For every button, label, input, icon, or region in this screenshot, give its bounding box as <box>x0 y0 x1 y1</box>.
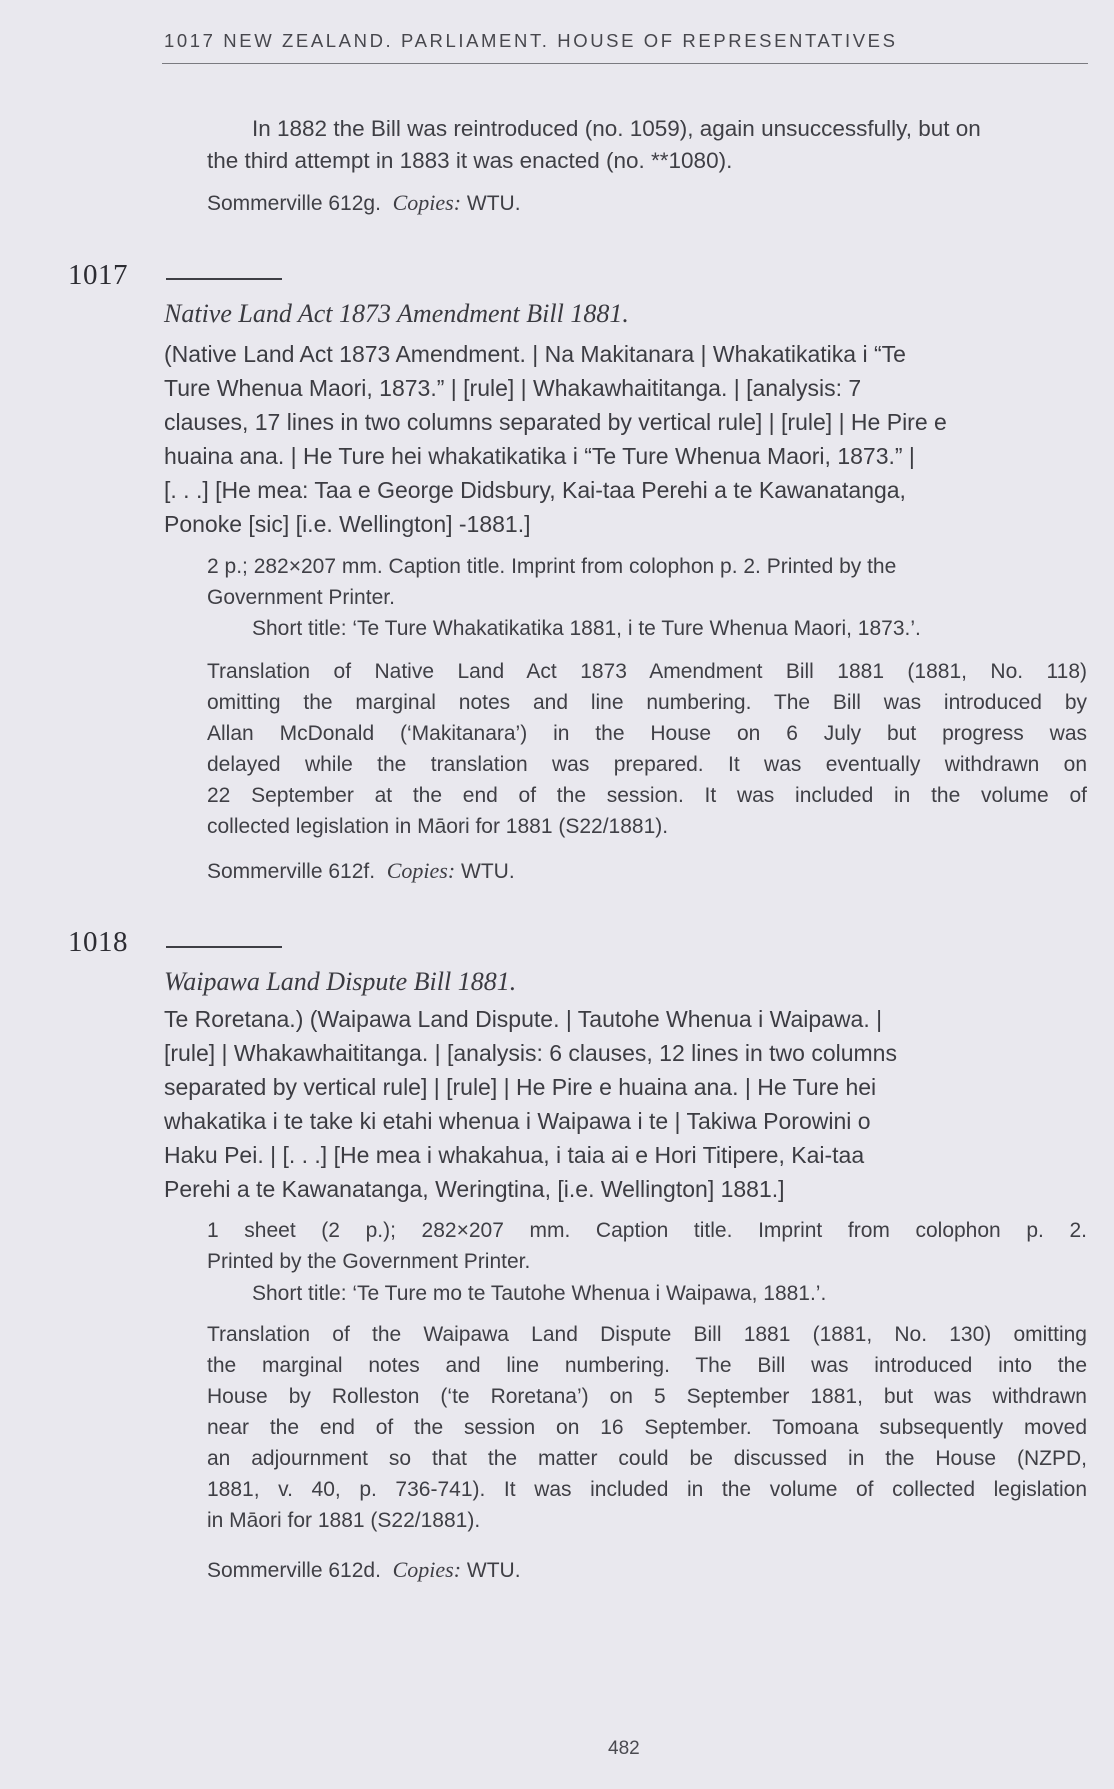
transcription-line: [rule] | Whakawhaititanga. | [analysis: 6 clauses, 12 lines in two columns <box>164 1040 897 1066</box>
entry-dash-rule <box>166 946 282 948</box>
entry-collation <box>207 551 1087 613</box>
entry-number: 1018 <box>68 926 128 958</box>
sommerville-ref: Sommerville 612d. <box>207 1559 381 1582</box>
intro-paragraph-line-1: In 1882 the Bill was reintroduced (no. 1059), again unsuccessfully, but on <box>252 116 981 141</box>
page-number: 482 <box>608 1738 640 1759</box>
intro-sommerville <box>207 187 521 220</box>
entry-short-title <box>252 1278 826 1309</box>
running-head-rule <box>162 63 1088 64</box>
note-line: omitting the marginal notes and line numbering. The Bill was introduced by <box>207 691 1087 714</box>
collation-line: Government Printer. <box>207 586 395 609</box>
transcription-line: Ture Whenua Maori, 1873.” | [rule] | Whakawhaititanga. | [analysis: 7 <box>164 375 862 401</box>
transcription-line: clauses, 17 lines in two columns separated by vertical rule] | [rule] | He Pire e <box>164 409 947 435</box>
collation-line: 2 p.; 282×207 mm. Caption title. Imprint from colophon p. 2. Printed by the <box>207 555 897 578</box>
transcription-line: Haku Pei. | [. . .] [He mea i whakahua, i taia ai e Hori Titipere, Kai-taa <box>164 1142 865 1168</box>
entry-short-title <box>252 613 921 644</box>
copies-label: Copies: <box>386 858 456 883</box>
copies-value: WTU. <box>461 860 515 883</box>
entry-collation <box>207 1215 1087 1277</box>
entry-transcription <box>164 1002 897 1206</box>
transcription-line: Ponoke [sic] [i.e. Wellington] -1881.] <box>164 511 531 537</box>
short-title-line: Short title: ‘Te Ture Whakatikatika 1881, i te Ture Whenua Maori, 1873.’. <box>252 617 921 640</box>
entry-title: Waipawa Land Dispute Bill 1881. <box>164 967 517 996</box>
note-line: in Māori for 1881 (S22/1881). <box>207 1509 481 1532</box>
note-line: 1881, v. 40, p. 736-741). It was included in the volume of collected legislation <box>207 1478 1087 1501</box>
short-title-line: Short title: ‘Te Ture mo te Tautohe Whenua i Waipawa, 1881.’. <box>252 1282 827 1305</box>
transcription-line: Te Roretana.) (Waipawa Land Dispute. | Tautohe Whenua i Waipawa. | <box>164 1006 883 1032</box>
transcription-line: whakatika i te take ki etahi whenua i Waipawa i te | Takiwa Porowini o <box>164 1108 871 1134</box>
copies-label: Copies: <box>392 1557 462 1582</box>
entry-number: 1017 <box>68 259 128 291</box>
note-line: Allan McDonald (‘Makitanara’) in the House on 6 July but progress was <box>207 722 1087 745</box>
entry-dash-rule <box>166 278 282 280</box>
note-line: collected legislation in Māori for 1881 (S22/1881). <box>207 815 669 838</box>
entry-sommerville <box>207 1554 521 1587</box>
running-head: 1017 NEW ZEALAND. PARLIAMENT. HOUSE OF REPRESENTATIVES <box>164 30 898 51</box>
sommerville-ref: Sommerville 612f. <box>207 860 376 883</box>
transcription-line: huaina ana. | He Ture hei whakatikatika i “Te Ture Whenua Maori, 1873.” | <box>164 443 915 469</box>
entry-transcription <box>164 337 947 541</box>
transcription-line: (Native Land Act 1873 Amendment. | Na Makitanara | Whakatikatika i “Te <box>164 341 906 367</box>
entry-note <box>207 656 1087 842</box>
transcription-line: separated by vertical rule] | [rule] | He Pire e huaina ana. | He Ture hei <box>164 1074 877 1100</box>
copies-value: WTU. <box>466 192 521 215</box>
copies-label: Copies: <box>392 190 462 215</box>
note-line: near the end of the session on 16 September. Tomoana subsequently moved <box>207 1416 1087 1439</box>
note-line: Translation of Native Land Act 1873 Amendment Bill 1881 (1881, No. 118) <box>207 660 1087 683</box>
collation-line: Printed by the Government Printer. <box>207 1250 531 1273</box>
note-line: an adjournment so that the matter could be discussed in the House (NZPD, <box>207 1447 1087 1470</box>
note-line: 22 September at the end of the session. It was included in the volume of <box>207 784 1087 807</box>
transcription-line: [. . .] [He mea: Taa e George Didsbury, Kai-taa Perehi a te Kawanatanga, <box>164 477 906 503</box>
note-line: House by Rolleston (‘te Roretana’) on 5 September 1881, but was withdrawn <box>207 1385 1087 1408</box>
entry-sommerville <box>207 855 515 888</box>
entry-title: Native Land Act 1873 Amendment Bill 1881. <box>164 299 629 328</box>
note-line: Translation of the Waipawa Land Dispute Bill 1881 (1881, No. 130) omitting <box>207 1323 1087 1346</box>
note-line: delayed while the translation was prepared. It was eventually withdrawn on <box>207 753 1087 776</box>
collation-line: 1 sheet (2 p.); 282×207 mm. Caption title. Imprint from colophon p. 2. <box>207 1219 1087 1242</box>
copies-value: WTU. <box>466 1559 521 1582</box>
entry-note <box>207 1319 1087 1536</box>
intro-paragraph-line-2: the third attempt in 1883 it was enacted (no. **1080). <box>207 148 733 173</box>
note-line: the marginal notes and line numbering. The Bill was introduced into the <box>207 1354 1087 1377</box>
transcription-line: Perehi a te Kawanatanga, Weringtina, [i.e. Wellington] 1881.] <box>164 1176 785 1202</box>
sommerville-ref: Sommerville 612g. <box>207 192 381 215</box>
